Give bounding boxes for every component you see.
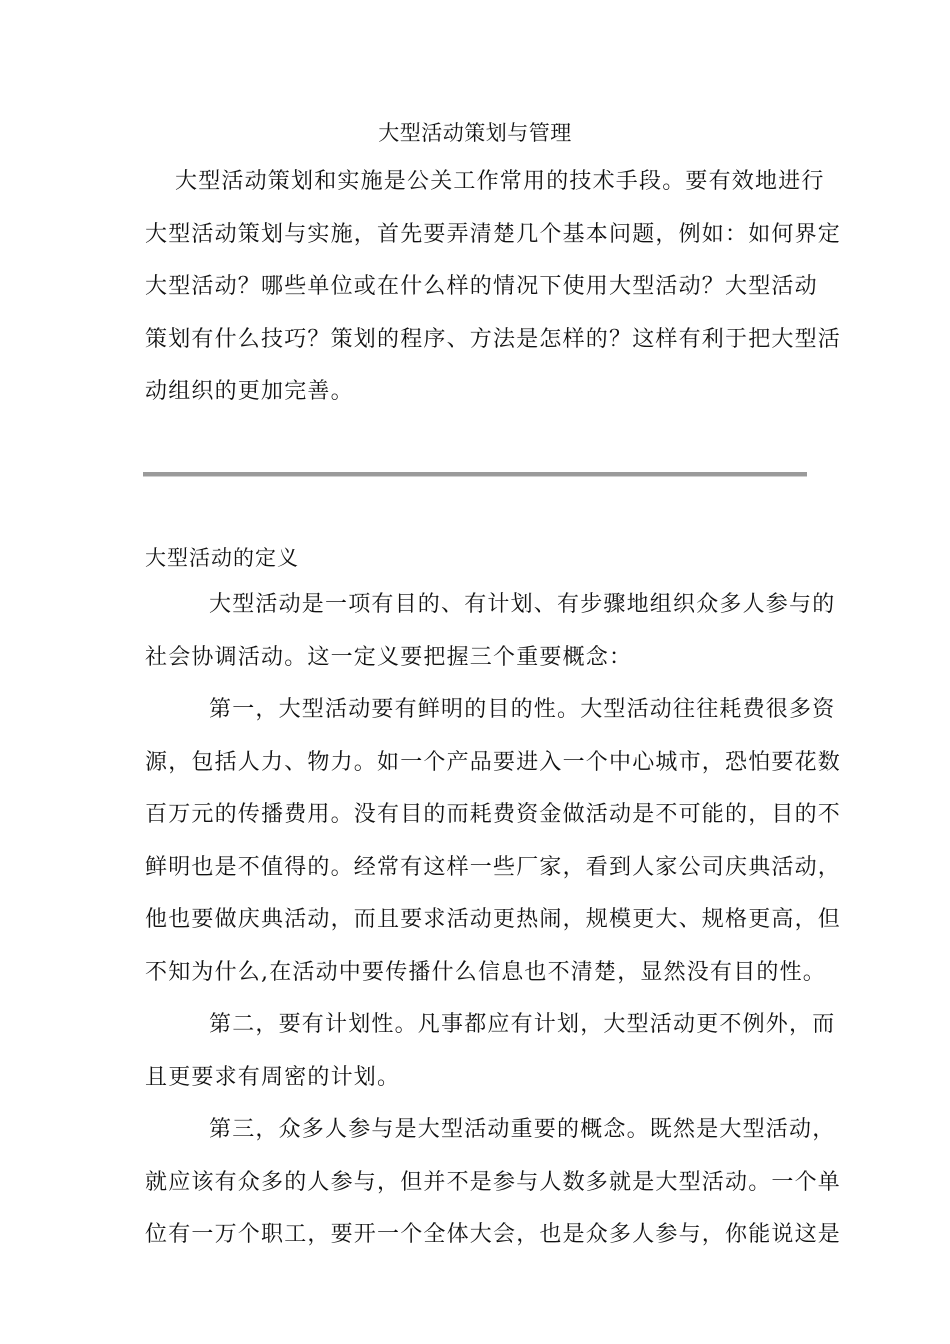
- paragraph-line: 就应该有众多的人参与，但并不是参与人数多就是大型活动。一个单: [145, 1169, 842, 1195]
- intro-line: 策划有什么技巧？策划的程序、方法是怎样的？这样有利于把大型活: [145, 326, 842, 352]
- intro-line: 大型活动策划与实施，首先要弄清楚几个基本问题，例如：如何界定: [145, 221, 842, 247]
- intro-line: 大型活动策划和实施是公关工作常用的技术手段。要有效地进行: [175, 169, 825, 194]
- document-title: 大型活动策划与管理: [378, 121, 572, 145]
- paragraph-line: 大型活动是一项有目的、有计划、有步骤地组织众多人参与的: [209, 592, 836, 617]
- intro-paragraph: [145, 156, 842, 419]
- paragraph-line: 第二，要有计划性。凡事都应有计划，大型活动更不例外，而: [209, 1012, 836, 1037]
- section-heading: 大型活动的定义: [145, 546, 299, 570]
- paragraph-line: 且更要求有周密的计划。: [145, 1064, 401, 1090]
- paragraph-line: 社会协调活动。这一定义要把握三个重要概念：: [145, 644, 633, 670]
- body-paragraph: [145, 999, 836, 1104]
- body-paragraph: [145, 684, 842, 999]
- paragraph-line: 第三，众多人参与是大型活动重要的概念。既然是大型活动，: [209, 1117, 836, 1142]
- body-paragraph: [145, 579, 836, 684]
- paragraph-line: 百万元的传播费用。没有目的而耗费资金做活动是不可能的，目的不: [145, 802, 842, 827]
- paragraph-line: 源，包括人力、物力。如一个产品要进入一个中心城市，恐怕要花数: [145, 749, 842, 775]
- paragraph-line: 他也要做庆典活动，而且要求活动更热闹，规模更大、规格更高，但: [145, 907, 842, 932]
- body-paragraph: [145, 1104, 842, 1262]
- paragraph-line: 第一，大型活动要有鲜明的目的性。大型活动往往耗费很多资: [209, 697, 836, 722]
- paragraph-line: 不知为什么,在活动中要传播什么信息也不清楚，显然没有目的性。: [145, 959, 826, 985]
- paragraph-line: 鲜明也是不值得的。经常有这样一些厂家，看到人家公司庆典活动，: [145, 854, 842, 880]
- intro-line: 大型活动？哪些单位或在什么样的情况下使用大型活动？大型活动: [145, 274, 818, 299]
- section-divider: [143, 472, 807, 477]
- intro-line: 动组织的更加完善。: [145, 379, 354, 404]
- paragraph-line: 位有一万个职工，要开一个全体大会，也是众多人参与，你能说这是: [145, 1222, 842, 1247]
